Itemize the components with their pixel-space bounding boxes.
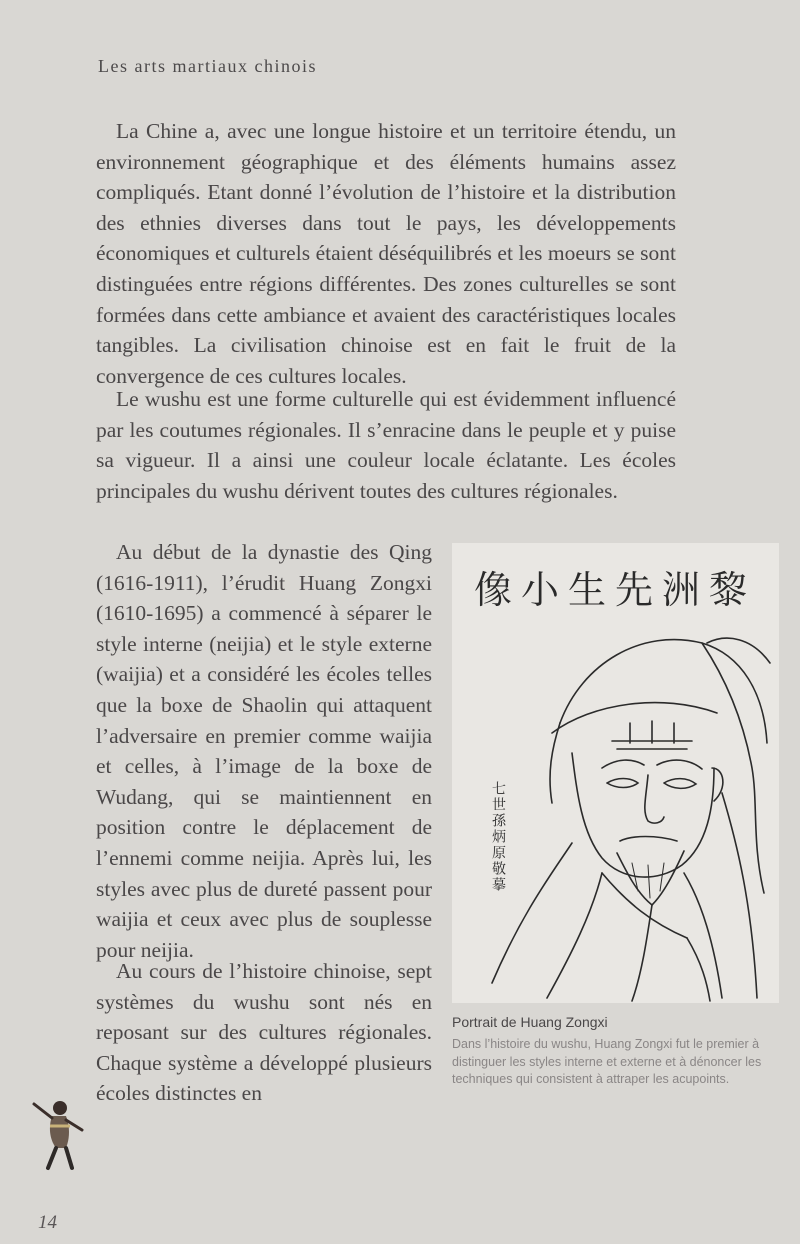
body-paragraph-3: Au début de la dynastie des Qing (1616-1911), l’érudit Huang Zongxi (1610-1695) a commencé à séparer le style interne (neijia) et le style externe (waijia) et a considéré les écoles telles que la boxe de Shaolin qui attaquent l’adversaire en premier comme waijia et celles, à l’image de la boxe de Wudang, qui se maintiennent en position contre le déplacement de l’ennemi comme neijia. Après lui, les styles avec plus de dureté passent pour waijia et ceux avec plus de souplesse pour neijia. — [96, 540, 432, 962]
portrait-drawing — [492, 638, 770, 1001]
figure-caption — [452, 1014, 782, 1089]
caption-title: Portrait de Huang Zongxi — [452, 1014, 608, 1030]
body-paragraph-4: Au cours de l’histoire chinoise, sept systèmes du wushu sont nés en reposant sur des cultures régionales. Chaque système a développé plusieurs écoles distinctes en — [96, 959, 432, 1106]
martial-artist-icon — [26, 1092, 90, 1172]
caption-text: Dans l’histoire du wushu, Huang Zongxi fut le premier à distinguer les styles interne et externe et à dénoncer les techniques qui consistent à attraper les acupoints. — [452, 1037, 762, 1086]
body-paragraph-2: Le wushu est une forme culturelle qui est évidemment influencé par les coutumes régionales. Il s’enracine dans le peuple et y puise sa vigueur. Il a ainsi une couleur locale éclatante. Les écoles principales du wushu dérivent toutes des cultures régionales. — [96, 387, 676, 503]
portrait-side-inscription: 七世孫炳原敬摹 — [490, 781, 506, 893]
portrait-inscription: 黎洲先生小像 — [473, 568, 757, 612]
page-number: 14 — [38, 1212, 57, 1233]
portrait-illustration — [452, 543, 779, 1003]
body-paragraph-1: La Chine a, avec une longue histoire et un territoire étendu, un environnement géographique et des éléments humains assez compliqués. Etant donné l’évolution de l’histoire et la distribution des ethnies diverses dans tout le pays, les développements économiques et culturels étaient déséquilibrés et les moeurs se sont distinguées entre régions différentes. Des zones culturelles se sont formées dans cette ambiance et avaient des caractéristiques locales tangibles. La civilisation chinoise est en fait le fruit de la convergence de ces cultures locales. — [96, 119, 676, 388]
running-header: Les arts martiaux chinois — [98, 56, 317, 76]
portrait-figure — [452, 543, 779, 1003]
